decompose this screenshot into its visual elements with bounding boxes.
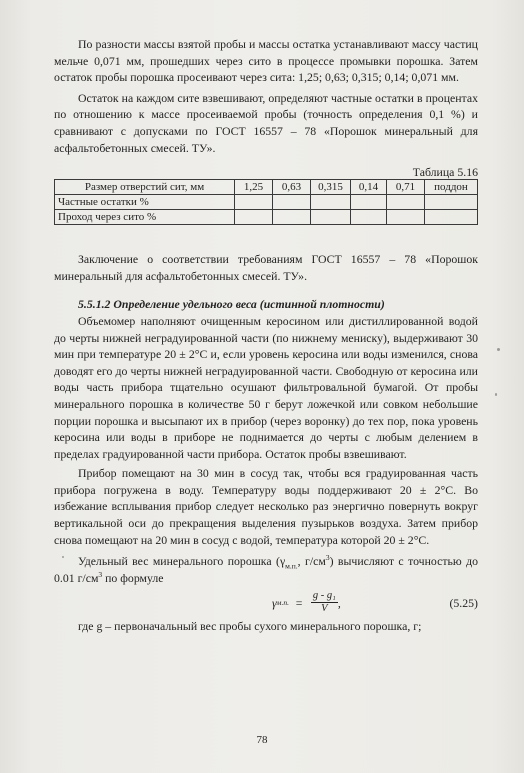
table-cell bbox=[387, 210, 425, 225]
sieve-table bbox=[54, 179, 478, 225]
sieve-size-cell: 0,63 bbox=[273, 180, 311, 195]
sieve-size-cell: поддон bbox=[425, 180, 478, 195]
paragraph-where: где g – первоначальный вес пробы сухого минерального порошка, г; bbox=[78, 619, 422, 634]
formula-5-25 bbox=[54, 588, 478, 618]
table-cell bbox=[273, 195, 311, 210]
sieve-size-cell: 0,71 bbox=[387, 180, 425, 195]
table-cell bbox=[387, 195, 425, 210]
sieve-size-cell: 0,315 bbox=[311, 180, 351, 195]
table-row bbox=[55, 210, 478, 225]
table-cell bbox=[273, 210, 311, 225]
scan-speck bbox=[62, 556, 64, 558]
gamma-subscript: м.п. bbox=[285, 561, 298, 571]
page-content bbox=[54, 36, 478, 635]
formula-denominator: V bbox=[321, 603, 328, 615]
formula-number: (5.25) bbox=[449, 596, 478, 611]
row-label-passing: Проход через сито % bbox=[55, 210, 235, 225]
table-cell bbox=[425, 195, 478, 210]
row-label-partial-residue: Частные остатки % bbox=[55, 195, 235, 210]
paragraph-specific-gravity bbox=[54, 553, 478, 586]
table-cell bbox=[351, 195, 387, 210]
text-fragment: , г/см bbox=[297, 554, 326, 569]
paragraph-residue: Остаток на каждом сите взвешивают, определяют частные остатки в процентах по отношению к массе просеиваемой пробы (точность определения 0,1 %) и сравнивают с допусками по ГОСТ 16557 – 78 «Порошок минеральный для асфальтобетонных смесей. ТУ». bbox=[54, 90, 478, 155]
scan-speck bbox=[495, 393, 497, 396]
paragraph-conclusion: Заключение о соответствии требованиям ГОСТ 16557 – 78 «Порошок минеральный для асфальтобетонных смесей. ТУ». bbox=[54, 252, 478, 283]
superscript: 3 bbox=[325, 553, 330, 563]
table-cell bbox=[311, 195, 351, 210]
formula-fraction bbox=[311, 590, 338, 615]
section-heading: 5.5.1.2 Определение удельного веса (истинной плотности) bbox=[78, 297, 385, 312]
sieve-size-cell: 1,25 bbox=[235, 180, 273, 195]
table-caption: Таблица 5.16 bbox=[412, 165, 478, 180]
sieve-size-cell: 0,14 bbox=[351, 180, 387, 195]
paragraph-immersion: Прибор помещают на 30 мин в сосуд так, чтобы вся градуированная часть прибора погружена в воду. Температуру воды поддерживают 20 ± 2°С. Во избежание всплывания прибор следует несколько раз энергично повернуть вокруг вертикальной оси до прекращения выделения пузырьков воздуха. Затем прибор снова помещают на 20 мин в сосуд с водой, температура которой 20 ± 2°С. bbox=[54, 466, 478, 547]
formula-gamma: γ bbox=[272, 595, 277, 610]
table-row bbox=[55, 195, 478, 210]
table-cell bbox=[351, 210, 387, 225]
table-cell bbox=[311, 210, 351, 225]
paragraph-sieving: По разности массы взятой пробы и массы остатка устанавливают массу частиц мельче 0,071 мм, прошедших через сито в процессе промывки порошка. Затем остаток пробы порошка просеивают через сита: 1,25; 0,63; 0,315; 0,14; 0,071 мм. bbox=[54, 37, 478, 85]
table-header-row bbox=[55, 180, 478, 195]
superscript: 3 bbox=[98, 569, 103, 579]
text-fragment: Удельный вес минерального порошка ( bbox=[78, 554, 280, 569]
formula-comma: , bbox=[337, 595, 341, 610]
formula-expression: γ м.п. = $\frac{\text{g - g₁}}{V}$ , bbox=[272, 590, 341, 615]
table-cell bbox=[425, 210, 478, 225]
table-cell bbox=[235, 210, 273, 225]
gamma-symbol: γ bbox=[279, 554, 286, 569]
formula-equals: = bbox=[294, 595, 303, 610]
text-fragment: по формуле bbox=[102, 570, 164, 585]
paragraph-method: Объемомер наполняют очищенным керосином или дистиллированной водой до черты нижней неградуированной части (по нижнему мениску), выдерживают 30 мин при температуре 20 ± 2°С и, если уровень керосина или воды изменился, снова доводят его до черты нижней неградуированной части. Свободную от керосина или воды часть прибора тщательно осушают фильтровальной бумагой. От пробы минерального порошка в количестве 50 г берут ложечкой или совком небольшие порции порошка и высыпают их в прибор (через воронку) до тех пор, пока уровень керосина или воды в приборе не поднимается до черты с любым делением в пределах градуированной части прибора. Остаток пробы взвешивают. bbox=[54, 313, 478, 461]
table-header-label: Размер отверстий сит, мм bbox=[55, 180, 235, 195]
text-fragment: ) вычисляют с точностью до 0.01 г/см bbox=[54, 554, 478, 585]
formula-numerator: g - g₁ bbox=[312, 590, 336, 602]
table-cell bbox=[235, 195, 273, 210]
page-number: 78 bbox=[256, 734, 268, 746]
scan-speck bbox=[497, 348, 500, 351]
